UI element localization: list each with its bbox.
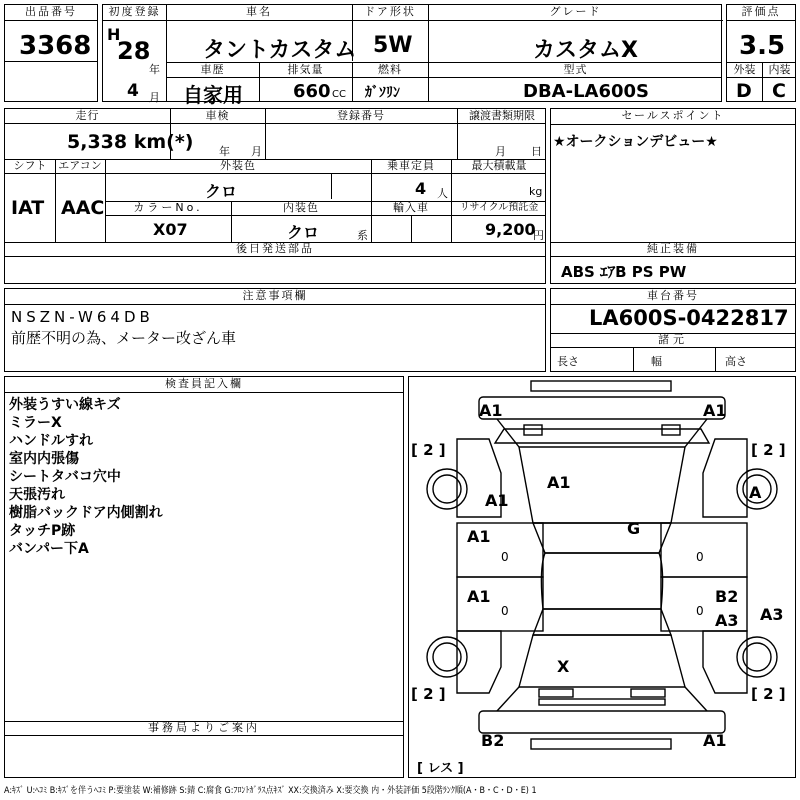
score-box (726, 4, 796, 102)
color-no: X07 (153, 220, 188, 239)
transfer-month-unit: 月 (495, 145, 506, 158)
car-diagram (409, 377, 795, 777)
inspector-note: 室内内張傷 (9, 451, 79, 467)
lot-label: 出品番号 (5, 5, 97, 21)
transfer-day-unit: 日 (531, 145, 542, 158)
note-text: 前歴不明の為、メーター改ざん車 (11, 329, 237, 347)
max-load-label: 最大積載量 (471, 159, 527, 172)
capacity-unit: 人 (437, 187, 448, 200)
chassis-label: 車台番号 (551, 289, 795, 305)
reg-month: 4 (127, 81, 139, 101)
mark-rear-bumper-right: A1 (703, 731, 727, 750)
era: H (107, 25, 121, 44)
mark-rear-door-left: A1 (467, 587, 491, 606)
chassis-number: LA600S-0422817 (589, 306, 789, 330)
mark-rear-bumper-left: B2 (481, 731, 505, 750)
int-grade: C (772, 80, 786, 102)
model-label: 型式 (563, 63, 588, 76)
recycle: 9,200 (485, 220, 536, 239)
door-label: ドア形状 (352, 5, 428, 21)
ac: AAC (61, 197, 105, 219)
sales-box (550, 108, 796, 284)
mileage: 5,338 km(*) (67, 131, 194, 153)
note-code: NSZN-W64DB (11, 308, 154, 326)
mark-back-door: X (557, 657, 570, 676)
details-box (4, 108, 546, 284)
tire-rear-right: [ 2 ] (751, 685, 786, 703)
recycle-label: リサイクル預託金 (459, 202, 539, 213)
shift-label: シフト (13, 159, 47, 172)
vehicle-header-box (102, 4, 722, 107)
notes-label: 注意事項欄 (5, 289, 545, 305)
year-unit: 年 (149, 63, 160, 76)
sales-point: ★オークションデビュー★ (553, 134, 718, 150)
later-parts-label: 後日発送部品 (236, 242, 314, 255)
car-name: タントカスタム (203, 38, 357, 63)
legend: A:ｷｽﾞ U:ﾍｺﾐ B:ｷｽﾞを伴うﾍｺﾐ P:要塗装 W:補修跡 S:錆 C:腐食 G:ﾌﾛﾝﾄｶﾞﾗｽ点ｷｽﾞ XX:交換済み X:要交換 内・外装評価 5段階ﾗﾝｸ順(A・B・C・D・E) 1 (4, 786, 537, 796)
equipment: ABS ｴｱB PS PW (561, 263, 687, 281)
inspector-label: 検査員記入欄 (5, 377, 403, 393)
car-name-label: 車名 (166, 5, 352, 21)
chassis-box (550, 288, 796, 372)
history: 自家用 (183, 83, 243, 107)
height-label: 高さ (725, 355, 747, 368)
displacement-label: 排気量 (287, 63, 324, 76)
door-type: 5W (373, 33, 413, 58)
mark-windshield: G (627, 519, 641, 538)
zero-rear-right: 0 (696, 604, 704, 618)
inspector-notes-list (9, 396, 163, 558)
zero-rear-left: 0 (501, 604, 509, 618)
fuel: ｶﾞｿﾘﾝ (365, 85, 400, 101)
insp-month-unit: 月 (251, 145, 262, 158)
equipment-label: 純正装備 (647, 242, 699, 255)
ext-color: クロ (205, 182, 238, 201)
color-no-label: カラーNo. (133, 201, 203, 214)
tire-front-left: [ 2 ] (411, 441, 446, 459)
inspector-note: バンパー下A (9, 541, 89, 557)
lot-number: 3368 (19, 31, 92, 61)
inspector-note: シートタバコ穴中 (9, 469, 121, 485)
mileage-label: 走行 (75, 109, 100, 122)
mark-rear-door-right-a3: A3 (715, 611, 739, 630)
load-unit: kg (529, 185, 543, 198)
history-label: 車歴 (200, 63, 225, 76)
mark-front-fender-left: A1 (485, 491, 509, 510)
int-color-suffix: 系 (357, 229, 368, 242)
exterior-label: 外装 (733, 63, 756, 76)
score-label: 評価点 (727, 5, 795, 21)
spare-tire: [ レス ] (417, 761, 464, 776)
zero-front-left: 0 (501, 550, 509, 564)
length-label: 長さ (557, 355, 579, 368)
month-unit: 月 (149, 91, 160, 104)
dims-label: 諸元 (658, 333, 688, 346)
mark-hood: A1 (547, 473, 571, 492)
inspector-note: ミラーX (9, 415, 62, 431)
first-reg-label: 初度登録 (103, 5, 166, 21)
ext-color-label: 外装色 (220, 159, 256, 172)
mark-front-bumper-right: A1 (703, 401, 727, 420)
inspector-note: タッチP跡 (9, 523, 76, 539)
inspector-note: 外装うすい線キズ (9, 397, 121, 413)
import-label: 輸入車 (393, 201, 429, 214)
lot-box (4, 4, 98, 102)
mark-rear-fender-right: A3 (760, 605, 784, 624)
model: DBA-LA600S (523, 81, 649, 102)
int-color: クロ (287, 223, 320, 242)
capacity: 4 (415, 179, 427, 198)
tire-front-right: [ 2 ] (751, 441, 786, 459)
reg-year: 28 (117, 37, 151, 65)
inspector-note: 樹脂バックドア内側割れ (9, 505, 163, 521)
inspector-note: ハンドルすれ (9, 433, 93, 449)
inspector-box (4, 376, 404, 778)
cc-unit: CC (332, 89, 346, 100)
office-label: 事務局よりご案内 (148, 721, 260, 734)
yen-unit: 円 (533, 229, 544, 242)
mark-front-bumper-left: A1 (479, 401, 503, 420)
shift: IAT (11, 197, 45, 219)
sales-label: セールスポイント (551, 109, 795, 125)
diagram-box (408, 376, 796, 778)
score: 3.5 (739, 31, 786, 61)
mark-front-fender-right: A (749, 483, 762, 502)
mark-front-door-left: A1 (467, 527, 491, 546)
grade-label: グレード (428, 5, 723, 21)
width-label: 幅 (651, 355, 662, 368)
fuel-label: 燃料 (378, 63, 402, 76)
zero-front-right: 0 (696, 550, 704, 564)
tire-rear-left: [ 2 ] (411, 685, 446, 703)
int-color-label: 内装色 (283, 201, 319, 214)
ac-label: エアコン (58, 159, 102, 172)
grade: カスタムX (533, 38, 638, 63)
notes-box (4, 288, 546, 372)
capacity-label: 乗車定員 (387, 159, 435, 172)
inspection-label: 車検 (205, 109, 230, 122)
registration-label: 登録番号 (337, 109, 385, 122)
displacement: 660 (293, 81, 331, 102)
mark-rear-door-right-b2: B2 (715, 587, 739, 606)
insp-year-unit: 年 (219, 145, 230, 158)
inspector-note: 天張汚れ (9, 487, 65, 503)
transfer-label: 譲渡書類期限 (469, 109, 535, 122)
interior-label: 内装 (768, 63, 791, 76)
ext-grade: D (736, 80, 752, 102)
